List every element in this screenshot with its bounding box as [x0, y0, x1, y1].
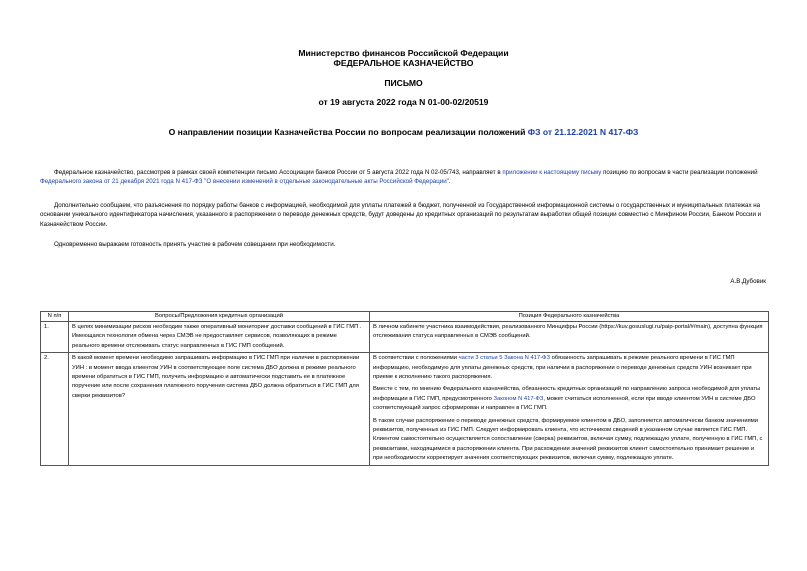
signature: А.В.Дубовик: [730, 278, 766, 285]
row-answer: [370, 353, 769, 465]
p1-text-b: позицию по вопросам в части реализации положений: [601, 169, 758, 176]
body-paragraph-2: Дополнительно сообщаем, что разъяснения по порядку работы банков с информацией, необходимой для уплаты платежей в бюджет, полученной из Государственной информационной системы о государственных и муниципальных платежах на основании уникального идентификатора начисления, указанного в распоряжении о переводе денежных средств, будут доведены до кредитных организаций по результатам выработки общей позиции совместно с Минфином России, Банком России и Казначейством России.: [40, 202, 762, 228]
row-answer: В личном кабинете участника взаимодействия, реализованного Минцифры России (https://kuv.gosuslugi.ru/paip-portal/#/main), доступна функция отслеживания статуса направленных в СМЭВ сообщений.: [370, 322, 769, 353]
p1-text-c: .: [448, 178, 451, 186]
row-question: В какой момент времени необходимо запрашивать информацию в ГИС ГМП при наличии в распоряжении УИН : в момент ввода клиентом УИН в соответствующее поле система ДБО должна в режиме реального времени обратиться в ГИС ГМП, получить информацию и автоматически подставить ее в платежное поручение или после сохранения платежного поручения система ДБО должна обратиться в ГИС ГМП для сверки реквизитов?: [69, 353, 370, 465]
document-subject: [0, 127, 807, 138]
subject-law-link[interactable]: ФЗ от 21.12.2021 N 417-ФЗ: [527, 127, 639, 137]
answer-b-text-2: , может считаться исполненной, если при вводе клиентом УИН в системе ДБО соответствующий запрос сформирован и направлен в ГИС ГМП.: [373, 395, 756, 412]
row-question: В целях минимизации рисков необходим также оперативный мониторинг доставки сообщений в ГИС ГМП . Имеющаяся технология обмена через СМЭВ не предоставляет сервисов, позволяющих в режиме реального времени отслеживать статус направленных в ГИС ГМП сообщений.: [69, 322, 370, 353]
row-number: 2.: [41, 353, 69, 465]
answer-paragraph-3: В таком случае распоряжение о переводе денежных средств, формируемое клиентом в ДБО, заполняется автоматически банком значениями реквизитов, полученных из ГИС ГМП. Следует информировать клиента, что источником сведений в указанном случае является ГИС ГМП. Клиентом самостоятельно осуществляется сопоставление (сверка) реквизитов, включая сумму, подлежащую уплате, полученную в ГИС ГМП, с реквизитами, находящимися в распоряжении клиента. При расхождении значений реквизитов клиент самостоятельно принимает решение и при необходимости корректирует значения соответствующих реквизитов, включая сумму, подлежащую уплате.: [373, 417, 763, 462]
subject-text: О направлении позиции Казначейства России по вопросам реализации положений: [168, 127, 528, 137]
answer-a-text-2: обязанность запрашивать в режиме реального времени в ГИС ГМП информацию, необходимую для уплаты денежных средств, при наличии в распоряжении о переводе денежных средств УИН возникает при приеме к исполнению такого распоряжения.: [373, 355, 752, 381]
law-article-link[interactable]: части 3 статьи 5 Закона N 417-ФЗ: [458, 355, 550, 362]
p1-text-a: Федеральное казначейство, рассмотрев в рамках своей компетенции письмо Ассоциации банков России от 5 августа 2022 года N 02-05/743, направляет в: [54, 169, 503, 176]
document-type: ПИСЬМО: [384, 78, 423, 88]
law-link[interactable]: Законом N 417-ФЗ: [493, 395, 544, 402]
document-date-number: от 19 августа 2022 года N 01-00-02/20519: [318, 97, 489, 107]
body-paragraph-3: Одновременно выражаем готовность принять участие в рабочем совещании при необходимости.: [54, 241, 336, 248]
row-number: 1.: [41, 322, 69, 353]
table-row: [41, 322, 769, 353]
answer-paragraph-1: [373, 354, 765, 382]
body-paragraph-1: [40, 168, 768, 187]
answer-b-text-1: Вместе с тем, по мнению Федерального казначейства, обязанность кредитных организаций по направлению запроса необходимой для уплаты информации в ГИС ГМП, предусмотренного: [373, 386, 761, 402]
header-number: N п/п: [41, 312, 69, 322]
answer-a-text-1: В соответствии с положениями: [373, 355, 459, 362]
table-row: [41, 353, 769, 465]
header-position: Позиция Федерального казначейства: [370, 312, 769, 322]
header-questions: Вопросы/Предложения кредитных организаций: [69, 312, 370, 322]
table-header-row: [41, 312, 769, 322]
appendix-link[interactable]: приложении к настоящему письму: [502, 169, 602, 176]
positions-table: [40, 311, 769, 466]
answer-paragraph-2: [373, 385, 765, 413]
federal-law-link[interactable]: Федерального закона от 21 декабря 2021 года N 417-ФЗ "О внесении изменений в отдельные законодательные акты Российской Федерации": [40, 178, 449, 186]
agency-name: ФЕДЕРАЛЬНОЕ КАЗНАЧЕЙСТВО: [333, 58, 474, 68]
ministry-name: Министерство финансов Российской Федерации: [298, 48, 509, 58]
